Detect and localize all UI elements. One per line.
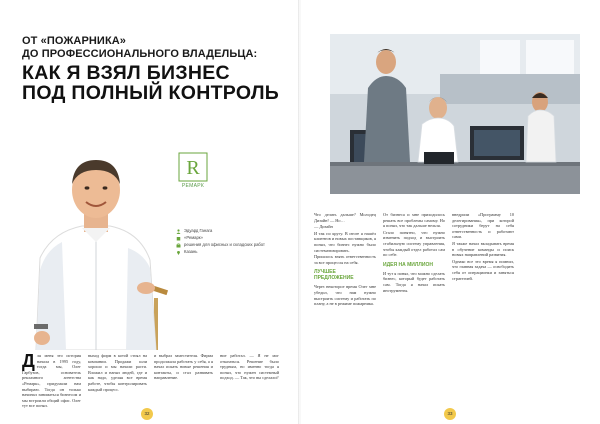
article-kicker: ОТ «ПОЖАРНИКА» ДО ПРОФЕССИОНАЛЬНОГО ВЛАДЕЛЬЦА:: [22, 35, 258, 60]
page-number-left: 32: [141, 408, 153, 420]
bio-block: [176, 228, 281, 256]
bio-company-row: «Ремарк»: [176, 235, 281, 241]
portrait-photo: [22, 138, 172, 350]
subhead-best-offer: ЛУЧШЕЕ ПРЕДЛОЖЕНИЕ: [314, 269, 354, 282]
svg-text:R: R: [186, 157, 200, 179]
company-icon: [176, 236, 181, 241]
right-body-columns: [314, 212, 514, 412]
page-number-right: 33: [444, 408, 456, 420]
logo-name: РЕМАРК: [181, 183, 205, 189]
briefcase-icon: [176, 243, 181, 248]
right-column-3: внедрили «Программу 10 делегирования», при которой сотрудники берут на себя ответственность и работают сами. Я также начал вкладывать время в обучение команды и поиск новых направлений развития. Однако все это время я помнил, что главная задача — освободить себя от операционки и заняться стратегией.: [452, 212, 514, 281]
person-icon: [176, 229, 181, 234]
left-body-columns: [22, 353, 279, 411]
left-column-1: Д ля меня это история начала в 1995 году, тогда мы, Олег Гарбузов, основатель рекламного агентства «Ремарк», придумали нам выбираю. Тогда он только начинал заниматься бизнесом и мы встроили общий офис. Олег тут все понял.: [22, 353, 81, 409]
left-column-4: ние работал. — Я не мог отказаться. Решение было трудным, но именно тогда я понял, что нужен системный подход. — Так, что вы сделали?: [220, 353, 279, 381]
office-photo: [330, 34, 580, 194]
remark-logo-icon: [178, 152, 208, 182]
location-icon: [176, 250, 181, 255]
left-column-3: и выбрал заместителя. Фирма продолжала работать у себя, а я начал искать новые решения и контакты, и стал развивать направление.: [154, 353, 213, 381]
company-logo: [176, 152, 210, 194]
left-page: [0, 0, 299, 424]
right-column-2: От бизнеса и мне приходилось решать все проблемы самому. Но я понял, что так дальше нельзя. Стало понятно, что нужно изменить подход и выстроить стабильную систему управления, чтобы каждый отдел работал сам по себе. ИДЕЯ НА МИЛЛИОН И тут я понял, что можно сделать бизнес, который будет работать сам. Тогда я начал искать инструменты.: [383, 212, 445, 293]
bio-business-row: решения для офисных и складских работ: [176, 242, 281, 248]
left-column-2: выход фирм в котой стоял на компании. Продажи шли хорошо и мы начали расти. Вложил и нанял людей, где и как надо, уделяя все время работе, чтобы контролировать каждый процесс.: [88, 353, 147, 392]
subhead-million-idea: ИДЕЯ НА МИЛЛИОН: [383, 261, 433, 268]
bio-name-row: Эдуард Ганага: [176, 228, 281, 234]
bio-location-row: Казань: [176, 249, 281, 255]
article-headline: КАК Я ВЗЯЛ БИЗНЕС ПОД ПОЛНЫЙ КОНТРОЛЬ: [22, 62, 280, 104]
drop-cap: Д: [22, 353, 35, 371]
right-column-1: Что делать дальше? Молодец Дизайн! — Но… — Дизайн И так по кругу. В итоге я нашёл клиентов и новых поставщиков, я понял, что бизнес нужно было систематизировать. Пришлось взять ответственность за все процессы на себя. ЛУЧШЕЕ ПРЕДЛОЖЕНИЕ Через некоторое время Олег мне убедил, что нам нужно выстроить систему и работать по плану, а не в режиме пожарника.: [314, 212, 376, 307]
